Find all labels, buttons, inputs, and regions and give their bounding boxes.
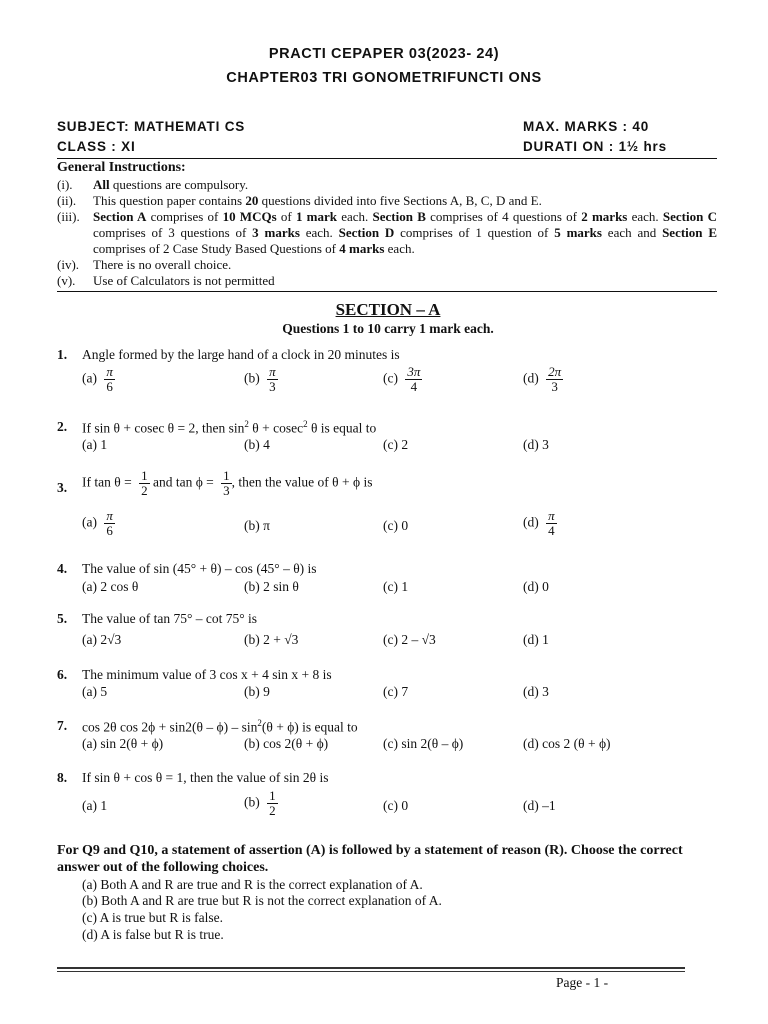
option-a: (a) sin 2(θ + ϕ) — [82, 736, 164, 751]
question-number: 6. — [57, 667, 68, 682]
question-number: 2. — [57, 419, 68, 434]
instruction-item — [57, 193, 717, 209]
numerator: 1 — [223, 468, 230, 483]
instruction-item — [57, 257, 717, 273]
question-text: If sin θ + cosec θ = 2, then $\sin^2 \theta + cosec^2$ θ is equal to — [82, 419, 377, 436]
option-c — [383, 365, 422, 394]
footer-rule — [57, 971, 685, 972]
option-d: (d) –1 — [523, 798, 556, 813]
numerator: π — [548, 508, 555, 523]
question-number: 3. — [57, 480, 68, 495]
option-c: (c) 2 — [383, 437, 409, 452]
option-a: (a) 5 — [82, 684, 108, 699]
instruction-text: There is no overall choice. — [93, 257, 232, 272]
footer-rule — [57, 967, 685, 969]
option-a — [82, 509, 115, 538]
instruction-text: This question paper contains 20 questions divided into five Sections A, B, C, D and E. — [93, 193, 542, 208]
question-text: The value of sin (45° + θ) – cos (45° – θ) is — [82, 561, 317, 576]
option-label: (b) — [244, 794, 260, 810]
paper-title: PRACTI CEPAPER 03(2023- 24) — [268, 46, 500, 62]
section-title: SECTION – A — [335, 300, 441, 319]
fraction — [546, 365, 563, 394]
option-d: (d) 3 — [523, 684, 549, 699]
assertion-option: (d) A is false but R is true. — [82, 927, 224, 942]
fraction — [267, 789, 278, 818]
option-label: (a) — [82, 514, 97, 530]
numerator: 2π — [548, 364, 562, 379]
denominator: 2 — [269, 803, 276, 818]
option-c: (c) 7 — [383, 684, 409, 699]
option-b: (b) 4 — [244, 437, 270, 452]
question-number: 5. — [57, 611, 68, 626]
instruction-number: (iii). — [57, 209, 80, 224]
instruction-item — [57, 209, 717, 257]
option-d: (d) cos 2 (θ + ϕ) — [523, 736, 611, 751]
option-b: (b) 2 sin θ — [244, 579, 299, 594]
option-b: (b) cos 2(θ + ϕ) — [244, 736, 329, 751]
question-text: The value of tan 75° – cot 75° is — [82, 611, 258, 626]
question-text: If sin θ + cos θ = 1, then the value of sin 2θ is — [82, 770, 329, 785]
fraction — [267, 365, 278, 394]
option-label: (c) — [383, 370, 398, 386]
option-d: (d) 1 — [523, 632, 549, 647]
question-number: 8. — [57, 770, 68, 785]
denominator: 2 — [141, 483, 148, 498]
option-b — [244, 365, 278, 394]
question-number: 1. — [57, 347, 68, 362]
fraction — [546, 509, 557, 538]
option-a: (a) 2√3 — [82, 632, 122, 647]
denominator: 4 — [410, 379, 418, 394]
fraction — [104, 365, 115, 394]
instruction-item — [57, 273, 717, 289]
question-text: Angle formed by the large hand of a clock in 20 minutes is — [82, 347, 400, 362]
question-text: cos 2θ $\cos 2\phi + \sin 2(\theta - \phi) - \sin^2(\theta + \phi)$ is equal to — [82, 718, 358, 735]
subject-label: SUBJECT: MATHEMATI CS — [57, 119, 246, 134]
section-subtitle: Questions 1 to 10 carry 1 mark each. — [282, 321, 494, 336]
option-b: (b) 2 + √3 — [244, 632, 299, 647]
numerator: 1 — [141, 468, 148, 483]
option-b: (b) 9 — [244, 684, 270, 699]
assertion-option: (b) Both A and R are true but R is not the correct explanation of A. — [82, 893, 442, 908]
denominator: 6 — [106, 379, 113, 394]
instructions-divider — [57, 291, 717, 292]
option-label: (a) — [82, 370, 97, 386]
chapter-title: CHAPTER03 TRI GONOMETRIFUNCTI ONS — [226, 70, 542, 86]
option-c: (c) 1 — [383, 579, 409, 594]
fraction — [405, 365, 422, 394]
question-number: 7. — [57, 718, 68, 733]
instruction-number: (ii). — [57, 193, 77, 208]
numerator: π — [106, 508, 113, 523]
option-a — [82, 365, 115, 394]
instruction-number: (v). — [57, 273, 76, 288]
numerator: 1 — [269, 788, 276, 803]
assertion-option: (c) A is true but R is false. — [82, 910, 223, 925]
option-a: (a) 1 — [82, 437, 108, 452]
question-number: 4. — [57, 561, 68, 576]
option-c: (c) 2 – √3 — [383, 632, 436, 647]
option-label: (d) — [523, 370, 539, 386]
option-c: (c) 0 — [383, 518, 409, 533]
duration-label: DURATI ON : 1½ hrs — [523, 139, 667, 154]
instruction-item — [57, 177, 717, 193]
denominator: 3 — [223, 483, 230, 498]
instruction-number: (iv). — [57, 257, 80, 272]
option-a: (a) 2 cos θ — [82, 579, 139, 594]
option-d — [523, 365, 563, 394]
page-number: Page - 1 - — [556, 975, 609, 990]
instructions-title: General Instructions: — [57, 160, 186, 175]
numerator: π — [106, 364, 113, 379]
class-label: CLASS : XI — [57, 139, 136, 154]
denominator: 4 — [548, 523, 555, 538]
option-c: (c) 0 — [383, 798, 409, 813]
max-marks-label: MAX. MARKS : 40 — [523, 119, 650, 134]
instruction-text: Use of Calculators is not permitted — [93, 273, 275, 288]
fraction — [139, 469, 150, 498]
option-a: (a) 1 — [82, 798, 108, 813]
option-b: (b) π — [244, 518, 270, 533]
numerator: 3π — [407, 364, 421, 379]
question-text-part: , then the value of θ + ϕ is — [231, 474, 373, 490]
denominator: 6 — [106, 523, 113, 538]
instruction-number: (i). — [57, 177, 73, 192]
question-text: The minimum value of 3 cos x + 4 sin x + 8 is — [82, 667, 332, 682]
fraction — [221, 469, 232, 498]
question-text — [82, 469, 372, 498]
option-d: (d) 3 — [523, 437, 549, 452]
option-d: (d) 0 — [523, 579, 549, 594]
header-divider — [57, 158, 717, 159]
question-text-part: and tan ϕ = — [152, 474, 214, 490]
option-b — [244, 789, 278, 818]
numerator: π — [269, 364, 276, 379]
denominator: 3 — [551, 379, 558, 394]
instruction-text: All questions are compulsory. — [93, 177, 249, 192]
option-c: (c) sin 2(θ – ϕ) — [383, 736, 464, 751]
option-label: (d) — [523, 514, 539, 530]
instruction-text: Section A comprises of 10 MCQs of 1 mark each. Section B comprises of 4 questions of 2 marks each. Section C comprises of 3 questions of 3 marks each. Section D comprises of 1 question of 5 marks each and Section E comprises of 2 Case Study Based Questions of 4 marks each. — [93, 209, 718, 256]
fraction — [104, 509, 115, 538]
assertion-option: (a) Both A and R are true and R is the correct explanation of A. — [82, 877, 423, 892]
denominator: 3 — [269, 379, 276, 394]
option-d — [523, 509, 557, 538]
option-label: (b) — [244, 370, 260, 386]
assertion-reason-instructions: For Q9 and Q10, a statement of assertion (A) is followed by a statement of reason (R). Choose the correct answer out of the following choices. — [57, 843, 683, 875]
question-text-part: If tan θ = — [82, 474, 132, 490]
